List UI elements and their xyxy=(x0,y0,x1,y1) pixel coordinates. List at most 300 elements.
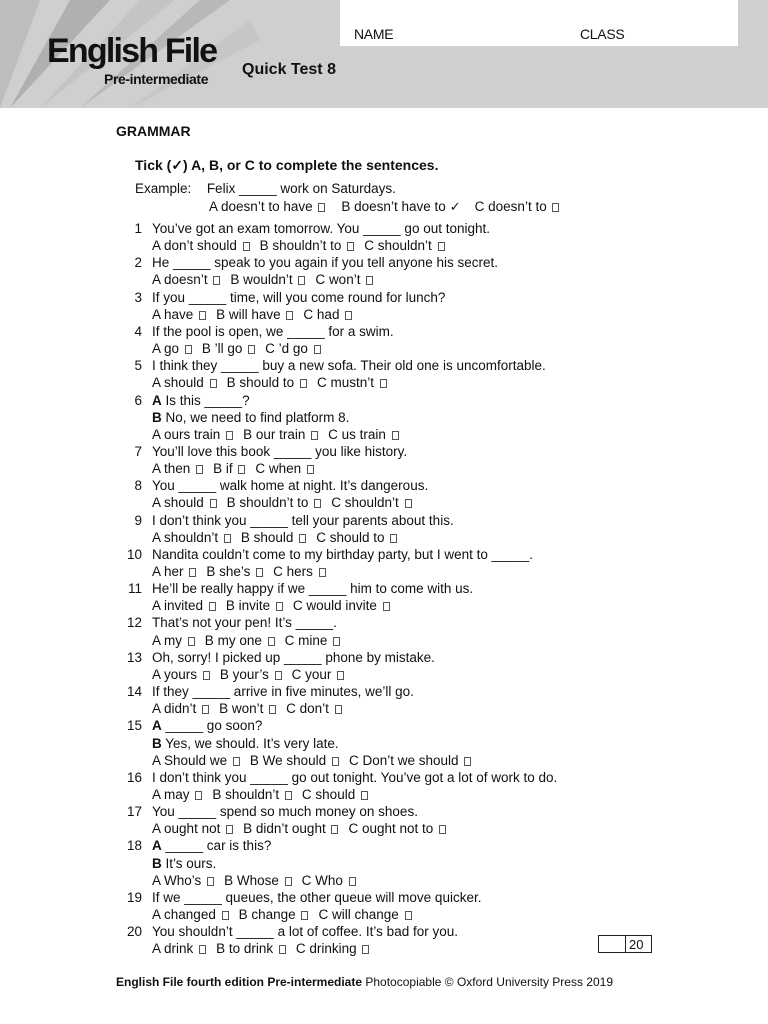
option-text: had xyxy=(316,306,340,322)
answer-options xyxy=(152,272,383,287)
option-text: then xyxy=(164,461,191,477)
name-class-box xyxy=(340,0,738,46)
option-letter: C xyxy=(328,426,338,442)
option-letter: C xyxy=(318,907,329,922)
checkbox-icon[interactable] xyxy=(243,242,250,251)
answer-option-b[interactable] xyxy=(230,272,307,287)
checkbox-icon[interactable] xyxy=(275,671,282,680)
answer-option-c[interactable] xyxy=(285,633,343,648)
answer-options xyxy=(152,598,400,613)
question-text: _____ go soon? xyxy=(165,718,263,734)
answer-options xyxy=(152,461,324,476)
question-number: 4 xyxy=(134,323,142,339)
answer-option-a[interactable] xyxy=(152,701,211,716)
checkbox-icon[interactable] xyxy=(301,911,308,920)
checkbox-icon[interactable] xyxy=(464,757,471,766)
question-text: He _____ speak to you again if you tell anyone his secret. xyxy=(152,255,498,271)
answer-option-b[interactable] xyxy=(213,461,247,476)
speaker-label: A xyxy=(152,838,162,854)
option-letter: A xyxy=(152,461,161,477)
option-text: Should we xyxy=(164,752,228,768)
answer-option-b[interactable] xyxy=(239,907,311,922)
question-line xyxy=(130,393,250,408)
option-letter: C xyxy=(348,752,359,768)
option-letter: B xyxy=(230,272,240,288)
checkbox-icon[interactable] xyxy=(210,379,217,388)
checkbox-icon[interactable] xyxy=(269,705,276,714)
question-text: I think they _____ buy a new sofa. Their old one is uncomfortable. xyxy=(152,358,546,374)
answer-option-b[interactable] xyxy=(243,427,320,442)
option-text: Who xyxy=(315,872,343,888)
option-letter: A xyxy=(152,495,161,511)
checkbox-icon[interactable] xyxy=(185,345,192,354)
option-text: ought not to xyxy=(361,821,434,837)
question-text: If we _____ queues, the other queue will move quicker. xyxy=(152,889,482,905)
option-letter: A xyxy=(152,426,161,442)
question-number: 18 xyxy=(126,838,142,854)
answer-option-a[interactable] xyxy=(152,427,235,442)
answer-options xyxy=(152,427,409,442)
option-letter: B xyxy=(249,752,259,768)
question-line xyxy=(126,838,272,854)
checkbox-icon[interactable] xyxy=(361,791,368,800)
answer-option-b[interactable] xyxy=(227,375,309,390)
question-number: 10 xyxy=(126,546,142,562)
option-text: my one xyxy=(217,632,262,648)
checkbox-icon[interactable] xyxy=(286,311,293,320)
checkbox-icon[interactable] xyxy=(380,379,387,388)
speaker-label: B xyxy=(152,735,162,751)
question-number: 5 xyxy=(134,358,142,374)
answer-options xyxy=(152,873,366,888)
answer-option-b[interactable] xyxy=(241,530,308,545)
option-text: hers xyxy=(286,564,313,579)
option-text: don’t xyxy=(299,701,329,717)
option-letter: A xyxy=(152,907,161,922)
option-letter: A xyxy=(209,199,218,214)
answer-option-a[interactable] xyxy=(152,564,198,579)
checkbox-icon[interactable] xyxy=(349,877,356,886)
option-text: when xyxy=(268,461,302,477)
answer-option-c[interactable] xyxy=(331,495,413,510)
option-letter: A xyxy=(152,564,161,579)
answer-option-b[interactable] xyxy=(202,341,257,356)
answer-option-a[interactable] xyxy=(152,753,242,768)
option-text: would invite xyxy=(306,598,377,614)
question-text: Nandita couldn’t come to my birthday party, but I went to _____. xyxy=(152,546,533,562)
answer-option-b[interactable] xyxy=(224,873,294,888)
answer-option-a[interactable] xyxy=(152,375,219,390)
answer-option-c[interactable] xyxy=(364,238,446,253)
answer-option-b[interactable] xyxy=(212,787,294,802)
question-text: You’ll love this book _____ you like history. xyxy=(152,443,408,459)
answer-option-a[interactable] xyxy=(152,941,208,956)
answer-option-c[interactable] xyxy=(292,667,347,682)
answer-option-c[interactable] xyxy=(303,307,354,322)
question-number: 2 xyxy=(134,255,142,271)
checkbox-icon[interactable] xyxy=(405,911,412,920)
checkbox-icon[interactable] xyxy=(331,825,338,834)
checkbox-icon[interactable] xyxy=(209,602,216,611)
option-text: go xyxy=(164,341,180,357)
question-line xyxy=(126,769,558,785)
question-line xyxy=(130,221,490,236)
option-text: should xyxy=(315,786,356,802)
option-letter: B xyxy=(243,821,253,837)
checkbox-icon[interactable] xyxy=(256,568,263,577)
answer-option-c[interactable] xyxy=(328,427,401,442)
option-letter: A xyxy=(152,632,161,648)
option-text: drinking xyxy=(309,941,357,957)
question-number: 19 xyxy=(126,889,142,905)
option-text: doesn’t to xyxy=(488,199,547,214)
checkbox-icon[interactable] xyxy=(552,203,559,212)
answer-option-c[interactable] xyxy=(296,941,372,956)
answer-option-c[interactable] xyxy=(349,753,473,768)
option-text: shouldn’t xyxy=(377,238,432,254)
checkbox-icon[interactable] xyxy=(439,825,446,834)
answer-option-b[interactable] xyxy=(216,307,295,322)
option-letter: A xyxy=(152,306,161,322)
question-number: 1 xyxy=(134,221,142,236)
answer-options xyxy=(152,667,354,682)
option-letter: C xyxy=(255,461,266,477)
option-text: shouldn’t to xyxy=(239,495,309,511)
header-banner xyxy=(0,0,768,108)
checkbox-icon[interactable] xyxy=(366,276,373,285)
speaker-label: B xyxy=(152,409,162,425)
option-text: should to xyxy=(329,529,385,545)
question-text: Oh, sorry! I picked up _____ phone by mistake. xyxy=(152,649,435,665)
option-text: yours xyxy=(164,666,198,682)
checkbox-icon[interactable] xyxy=(314,499,321,508)
example-option[interactable] xyxy=(341,199,460,214)
checkbox-icon[interactable] xyxy=(199,311,206,320)
question-text: Yes, we should. It’s very late. xyxy=(165,735,339,751)
answer-option-c[interactable] xyxy=(286,701,344,716)
checkbox-icon[interactable] xyxy=(224,534,231,543)
example-sentence: Felix _____ work on Saturdays. xyxy=(206,181,396,196)
option-letter: A xyxy=(152,375,161,391)
checkbox-icon[interactable] xyxy=(210,499,217,508)
option-text: should to xyxy=(239,375,295,391)
answer-option-b[interactable] xyxy=(216,941,288,956)
question-line xyxy=(130,255,498,270)
option-text: won’t xyxy=(231,701,264,717)
option-text: should xyxy=(164,495,204,511)
option-text: should xyxy=(253,529,294,545)
question-line xyxy=(130,478,428,493)
answer-option-a[interactable] xyxy=(152,598,218,613)
answer-option-c[interactable] xyxy=(315,272,375,287)
answer-option-b[interactable] xyxy=(260,238,357,253)
option-text: doesn’t have to xyxy=(354,199,446,214)
answer-option-a[interactable] xyxy=(152,787,204,802)
option-text: invited xyxy=(164,598,204,614)
checkbox-icon[interactable] xyxy=(337,671,344,680)
answer-option-a[interactable] xyxy=(152,461,205,476)
answer-option-a[interactable] xyxy=(152,633,197,648)
question-text: You _____ spend so much money on shoes. xyxy=(152,804,418,820)
checkbox-icon[interactable] xyxy=(392,431,399,440)
checkbox-icon[interactable] xyxy=(222,911,229,920)
option-letter: A xyxy=(152,598,161,614)
option-text: her xyxy=(164,564,184,579)
option-letter: B xyxy=(224,872,234,888)
option-letter: B xyxy=(204,632,214,648)
option-text: Don’t we should xyxy=(362,752,459,768)
option-letter: A xyxy=(152,752,161,768)
option-text: Who’s xyxy=(164,872,202,888)
option-letter: A xyxy=(152,529,161,545)
question-text: I don’t think you _____ tell your parents about this. xyxy=(152,512,454,528)
checkbox-icon[interactable] xyxy=(333,637,340,646)
section-title: GRAMMAR xyxy=(116,123,191,139)
footer-copyright: Photocopiable © Oxford University Press 2019 xyxy=(365,975,614,989)
option-letter: B xyxy=(216,306,226,322)
option-letter: C xyxy=(303,306,314,322)
answer-option-a[interactable] xyxy=(152,821,235,836)
answer-option-a[interactable] xyxy=(152,530,233,545)
option-letter: A xyxy=(152,821,161,837)
checkbox-icon[interactable] xyxy=(226,431,233,440)
answer-options xyxy=(152,753,481,768)
answer-option-a[interactable] xyxy=(152,907,231,922)
checkbox-icon[interactable] xyxy=(285,791,292,800)
option-letter: B xyxy=(219,701,229,717)
example-line xyxy=(135,181,396,196)
checkbox-icon[interactable] xyxy=(203,671,210,680)
option-text: my xyxy=(164,632,183,648)
option-letter: B xyxy=(225,598,235,614)
option-letter: A xyxy=(152,701,161,717)
option-letter: C xyxy=(315,272,326,288)
answer-option-b[interactable] xyxy=(219,701,278,716)
answer-option-c[interactable] xyxy=(317,375,389,390)
answer-options xyxy=(152,821,456,836)
answer-option-b[interactable] xyxy=(243,821,340,836)
checkbox-icon[interactable] xyxy=(300,379,307,388)
option-letter: C xyxy=(292,598,303,614)
checkbox-icon[interactable] xyxy=(390,534,397,543)
option-letter: B xyxy=(219,666,229,682)
checkbox-icon[interactable] xyxy=(238,465,245,474)
speaker-label: A xyxy=(152,718,162,734)
option-letter: A xyxy=(152,272,161,288)
option-text: mine xyxy=(298,632,328,648)
checkbox-icon[interactable] xyxy=(268,637,275,646)
score-box xyxy=(598,935,652,953)
tick-mark-icon: ✓ xyxy=(449,199,461,214)
question-number: 12 xyxy=(126,615,142,631)
answer-option-c[interactable] xyxy=(302,787,370,802)
option-letter: C xyxy=(316,375,327,391)
answer-option-c[interactable] xyxy=(273,564,328,579)
question-text: If you _____ time, will you come round for lunch? xyxy=(152,289,446,305)
option-text: should xyxy=(164,375,204,391)
option-text: ought not xyxy=(164,821,221,837)
checkbox-icon[interactable] xyxy=(233,757,240,766)
instruction: Tick (✓) A, B, or C to complete the sentences. xyxy=(135,157,439,173)
option-text: us train xyxy=(341,426,386,442)
example-option[interactable] xyxy=(209,199,327,214)
checkbox-icon[interactable] xyxy=(383,602,390,611)
question-number: 17 xyxy=(126,804,142,820)
option-text: don’t should xyxy=(164,238,237,254)
answer-options xyxy=(152,787,378,802)
question-number: 3 xyxy=(134,289,142,305)
question-number: 9 xyxy=(134,512,142,528)
checkbox-icon[interactable] xyxy=(319,568,326,577)
answer-option-b[interactable] xyxy=(250,753,341,768)
answer-option-b[interactable] xyxy=(206,564,265,579)
answer-option-a[interactable] xyxy=(152,307,208,322)
checkbox-icon[interactable] xyxy=(332,757,339,766)
answer-option-a[interactable] xyxy=(152,667,212,682)
option-text: have xyxy=(164,306,194,322)
question-number: 14 xyxy=(126,684,142,700)
question-text: I don’t think you _____ go out tonight. You’ve got a lot of work to do. xyxy=(152,769,558,785)
answer-option-b[interactable] xyxy=(205,633,277,648)
checkbox-icon[interactable] xyxy=(188,637,195,646)
option-text: ’d go xyxy=(278,341,308,357)
answer-options xyxy=(152,564,336,579)
answer-options xyxy=(152,375,397,390)
option-text: mustn’t xyxy=(330,375,374,391)
question-number: 7 xyxy=(134,443,142,459)
answer-option-b[interactable] xyxy=(227,495,324,510)
score-total: 20 xyxy=(629,937,644,952)
checkbox-icon[interactable] xyxy=(189,568,196,577)
checkbox-icon[interactable] xyxy=(345,311,352,320)
option-text: may xyxy=(164,786,190,802)
example-option[interactable] xyxy=(475,199,562,214)
option-text: will have xyxy=(228,306,281,322)
answer-option-c[interactable] xyxy=(265,341,323,356)
question-line xyxy=(126,615,337,631)
checkbox-icon[interactable] xyxy=(285,877,292,886)
option-letter: A xyxy=(152,666,161,682)
option-letter: B xyxy=(226,495,236,511)
answer-option-a[interactable] xyxy=(152,873,216,888)
checkbox-icon[interactable] xyxy=(335,705,342,714)
checkbox-icon[interactable] xyxy=(279,945,286,954)
checkbox-icon[interactable] xyxy=(196,465,203,474)
checkbox-icon[interactable] xyxy=(195,791,202,800)
option-letter: C xyxy=(291,666,302,682)
answer-option-a[interactable] xyxy=(152,272,222,287)
checkbox-icon[interactable] xyxy=(207,877,214,886)
question-line xyxy=(126,546,533,562)
option-text: shouldn’t xyxy=(344,495,399,511)
question-line xyxy=(130,410,349,425)
option-letter: A xyxy=(152,872,161,888)
question-number: 15 xyxy=(126,718,142,734)
question-number: 8 xyxy=(134,478,142,494)
checkbox-icon[interactable] xyxy=(307,465,314,474)
option-letter: A xyxy=(152,238,161,254)
checkbox-icon[interactable] xyxy=(311,431,318,440)
class-label: CLASS xyxy=(580,26,625,42)
answer-options xyxy=(152,238,455,253)
question-text: If the pool is open, we _____ for a swim. xyxy=(152,323,394,339)
answer-options xyxy=(152,495,422,510)
checkbox-icon[interactable] xyxy=(298,276,305,285)
option-letter: C xyxy=(331,495,341,511)
question-line xyxy=(126,924,458,940)
checkbox-icon[interactable] xyxy=(226,825,233,834)
checkbox-icon[interactable] xyxy=(213,276,220,285)
question-line xyxy=(130,513,454,528)
option-letter: A xyxy=(152,941,161,957)
checkbox-icon[interactable] xyxy=(362,945,369,954)
answer-option-c[interactable] xyxy=(302,873,358,888)
option-letter: B xyxy=(240,529,250,545)
option-text: shouldn’t xyxy=(225,786,280,802)
checkbox-icon[interactable] xyxy=(318,203,325,212)
checkbox-icon[interactable] xyxy=(438,242,445,251)
option-letter: C xyxy=(474,199,485,214)
option-text: changed xyxy=(164,907,216,922)
option-letter: C xyxy=(286,701,296,717)
speaker-label: A xyxy=(152,392,162,408)
answer-options xyxy=(152,530,407,545)
option-letter: B xyxy=(216,941,226,957)
option-letter: B xyxy=(259,238,269,254)
example-options xyxy=(209,199,575,215)
option-text: doesn’t to have xyxy=(221,199,313,214)
question-text: Is this _____? xyxy=(165,392,250,408)
score-blank xyxy=(599,936,626,952)
checkbox-icon[interactable] xyxy=(202,705,209,714)
option-letter: A xyxy=(152,341,161,357)
answer-option-a[interactable] xyxy=(152,495,219,510)
question-text: You’ve got an exam tomorrow. You _____ go out tonight. xyxy=(152,221,491,236)
option-text: shouldn’t xyxy=(164,529,219,545)
checkbox-icon[interactable] xyxy=(199,945,206,954)
checkbox-icon[interactable] xyxy=(299,534,306,543)
checkbox-icon[interactable] xyxy=(347,242,354,251)
checkbox-icon[interactable] xyxy=(276,602,283,611)
answer-option-a[interactable] xyxy=(152,341,194,356)
answer-option-a[interactable] xyxy=(152,238,252,253)
answer-options xyxy=(152,941,379,956)
answer-option-c[interactable] xyxy=(316,530,399,545)
question-line xyxy=(127,581,474,597)
question-text: If they _____ arrive in five minutes, we’ll go. xyxy=(152,684,414,700)
option-letter: C xyxy=(273,564,283,579)
option-text: to drink xyxy=(228,941,274,957)
answer-option-c[interactable] xyxy=(348,821,448,836)
option-letter: A xyxy=(152,786,161,802)
checkbox-icon[interactable] xyxy=(405,499,412,508)
answer-option-b[interactable] xyxy=(220,667,284,682)
answer-option-c[interactable] xyxy=(318,907,413,922)
option-text: if xyxy=(225,461,233,477)
checkbox-icon[interactable] xyxy=(314,345,321,354)
option-letter: B xyxy=(212,786,222,802)
test-title: Quick Test 8 xyxy=(242,61,336,78)
checkbox-icon[interactable] xyxy=(248,345,255,354)
answer-option-c[interactable] xyxy=(293,598,392,613)
option-text: won’t xyxy=(328,272,361,288)
option-text: didn’t ought xyxy=(255,821,326,837)
answer-option-b[interactable] xyxy=(226,598,285,613)
option-text: ours train xyxy=(164,426,221,442)
question-line xyxy=(126,804,418,820)
answer-option-c[interactable] xyxy=(255,461,316,476)
option-letter: B xyxy=(213,461,223,477)
